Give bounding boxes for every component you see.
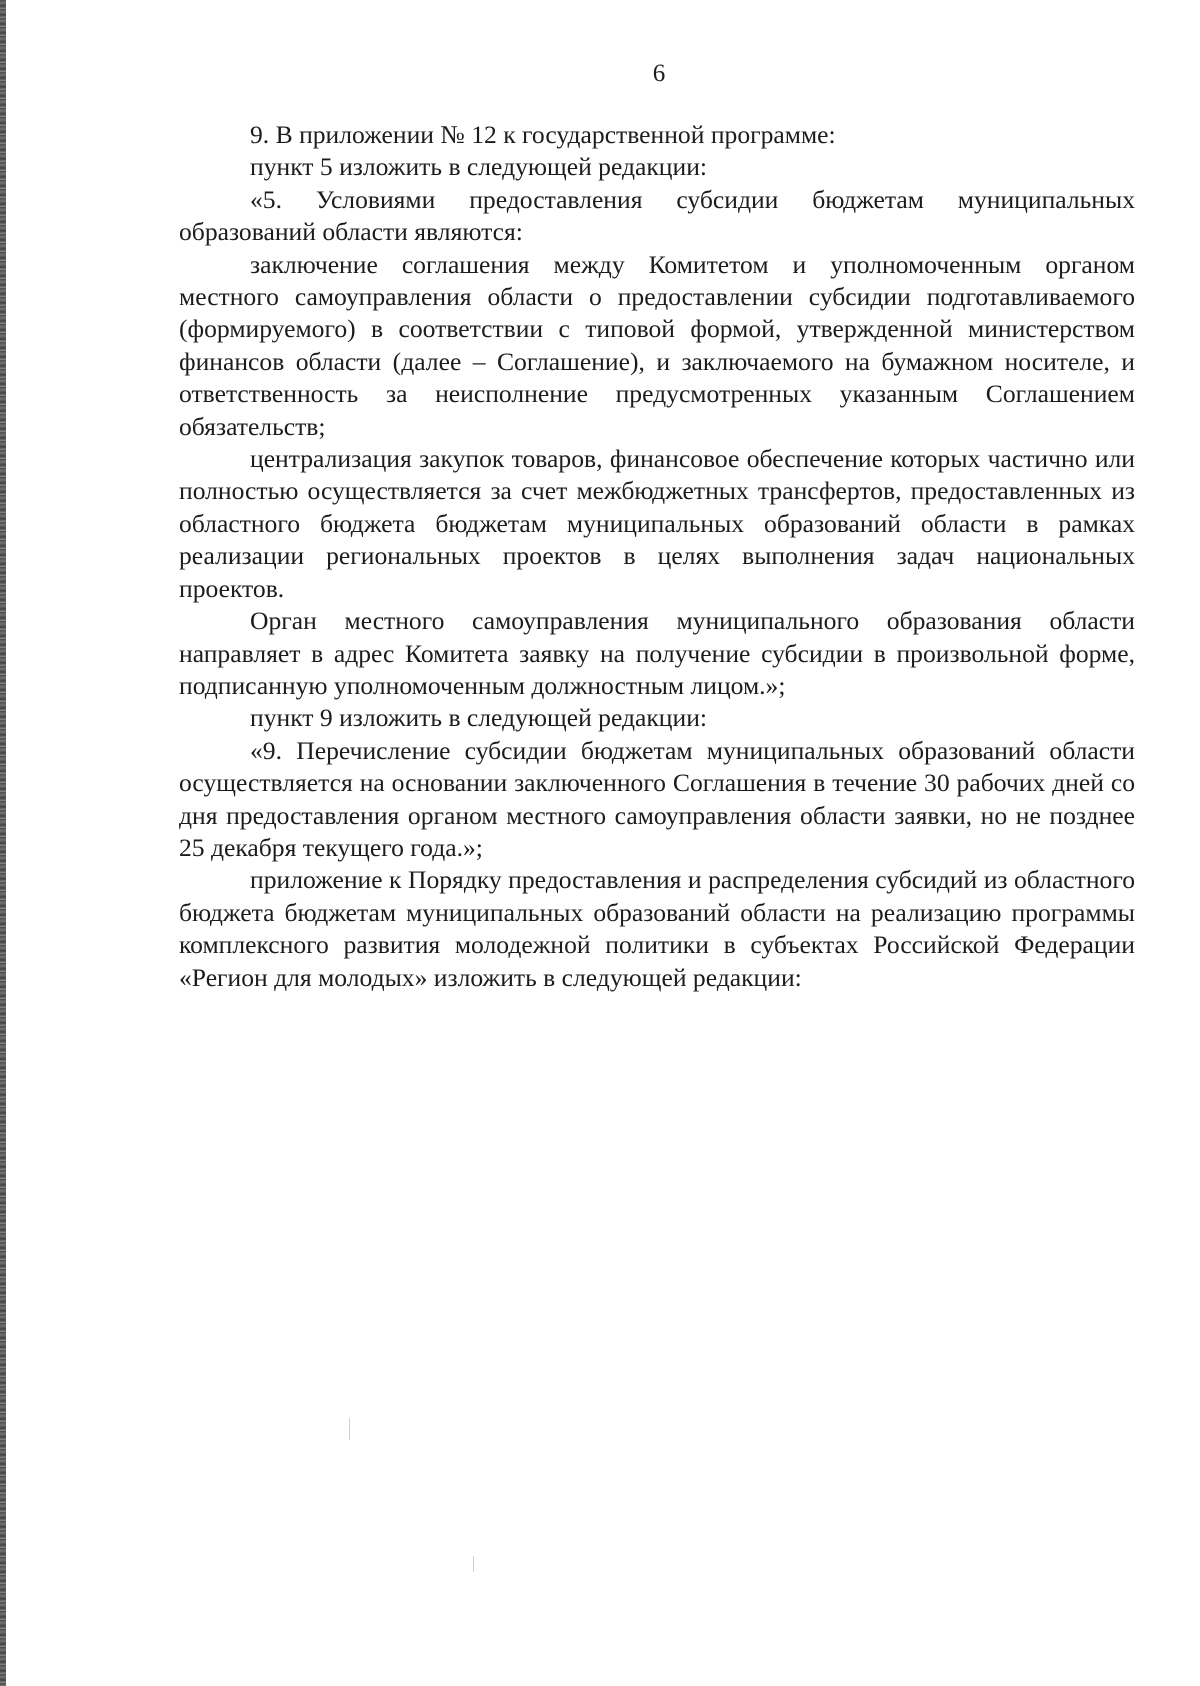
paragraph-application: Орган местного самоуправления муниципального образования области направляет в адрес Комитета заявку на получение субсидии в произвольной форме, подписанную уполномоченным должностным лицом.»; (179, 606, 1135, 700)
scan-speck (473, 1556, 474, 1572)
paragraph-appendix: приложение к Порядку предоставления и распределения субсидий из областного бюджета бюджетам муниципальных образований области на реализацию программы комплексного развития молодежной политики в субъектах Российской Федерации «Регион для молодых» изложить в следующей редакции: (179, 865, 1135, 992)
scan-edge (0, 0, 6, 1686)
paragraph-point-5-conditions: «5. Условиями предоставления субсидии бюджетам муниципальных образований области являются: (179, 184, 1135, 247)
document-body (179, 119, 1135, 994)
paragraph-agreement: заключение соглашения между Комитетом и уполномоченным органом местного самоуправления области о предоставлении субсидии подготавливаемого (формируемого) в соответствии с типовой формой, утвержденной министерством финансов области (далее – Соглашение), и заключаемого на бумажном носителе, и ответственность за неисполнение предусмотренных указанным Соглашением обязательств; (179, 249, 1135, 441)
paragraph-point-5-intro: пункт 5 изложить в следующей редакции: (250, 152, 708, 182)
paragraph-item-9: 9. В приложении № 12 к государственной программе: (250, 120, 836, 149)
paragraph-point-9-transfer: «9. Перечисление субсидии бюджетам муниципальных образований области осуществляется на основании заключенного Соглашения в течение 30 рабочих дней со дня предоставления органом местного самоуправления области заявки, но не позднее 25 декабря текущего года.»; (179, 735, 1135, 862)
scan-speck (349, 1418, 350, 1440)
paragraph-point-9-intro: пункт 9 изложить в следующей редакции: (250, 703, 708, 733)
page-number: 6 (652, 60, 666, 87)
paragraph-procurement: централизация закупок товаров, финансовое обеспечение которых частично или полностью осуществляется за счет межбюджетных трансфертов, предоставленных из областного бюджета бюджетам муниципальных образований области в рамках реализации региональных проектов в целях выполнения задач национальных проектов. (179, 444, 1135, 603)
